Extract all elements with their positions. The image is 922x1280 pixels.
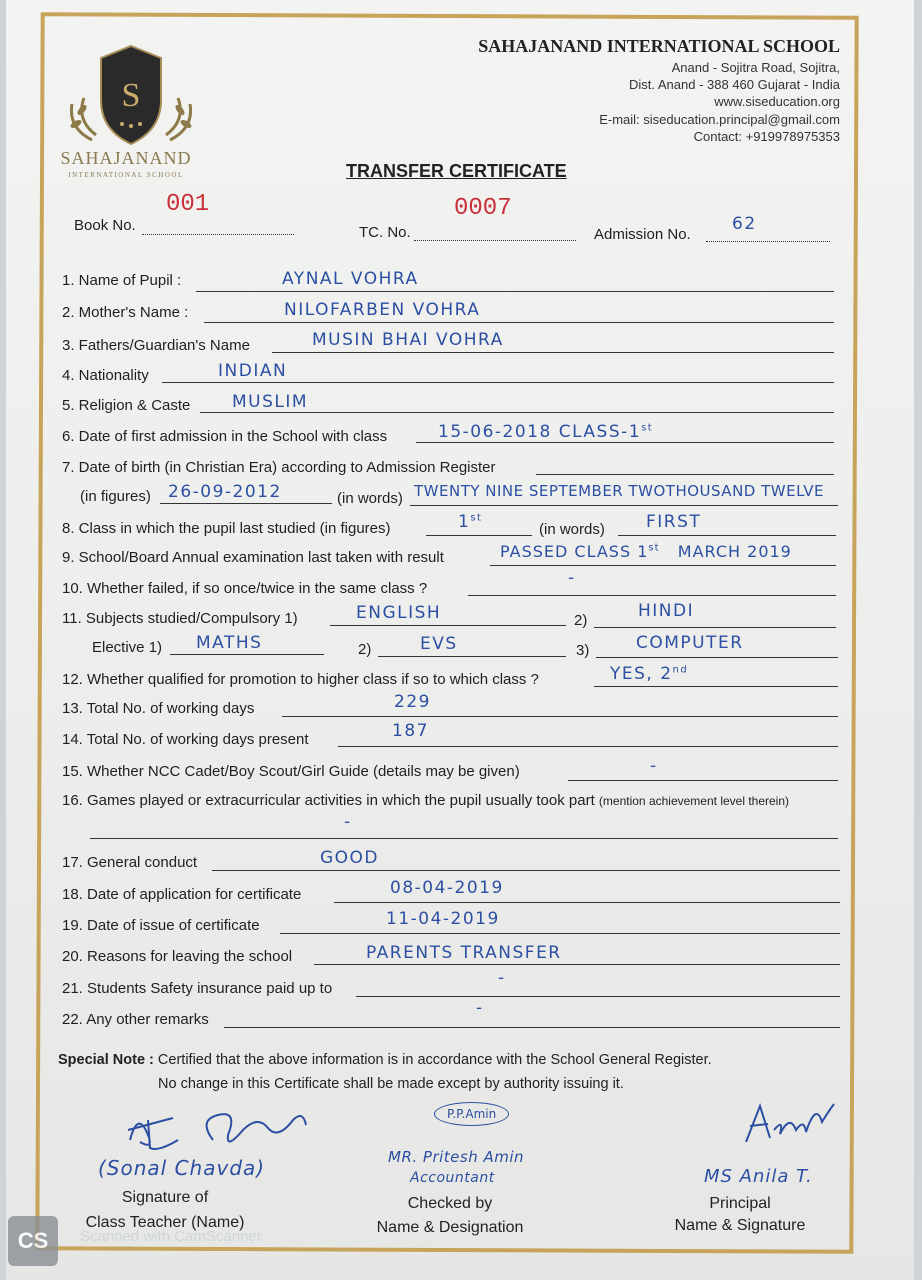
field-9-value: PASSED CLASS 1st MARCH 2019	[500, 542, 792, 561]
field-8-words-value: FIRST	[646, 512, 702, 532]
teacher-sign-label2: Class Teacher (Name)	[85, 1214, 245, 1231]
field-21-value: -	[498, 968, 506, 988]
field-5-value: MUSLIM	[232, 392, 309, 412]
field-1-rule	[196, 291, 834, 292]
accountant-stamp: P.P.Amin	[434, 1102, 509, 1126]
field-2-rule	[204, 322, 834, 323]
special-note-line1: Special Note : Certified that the above information is in accordance with the School General Register.	[58, 1052, 712, 1068]
field-11-e2-label: 2)	[358, 641, 372, 658]
admission-no-rule	[706, 241, 830, 242]
class-teacher-signature	[118, 1100, 318, 1200]
field-17-value: GOOD	[320, 848, 380, 868]
field-10-label: 10. Whether failed, if so once/twice in the same class ?	[62, 580, 428, 597]
field-7-figures-rule	[160, 503, 332, 504]
field-1-label: 1. Name of Pupil :	[62, 272, 182, 289]
admission-no-label: Admission No.	[594, 226, 691, 243]
field-14-label: 14. Total No. of working days present	[62, 731, 309, 748]
field-17-rule	[212, 870, 840, 871]
field-5-rule	[200, 412, 834, 413]
field-11-elective-3: COMPUTER	[636, 633, 744, 653]
field-9-rule	[490, 565, 836, 566]
principal-label: Principal	[709, 1195, 771, 1212]
field-13-value: 229	[394, 692, 431, 712]
accountant-designation-hw: Accountant	[410, 1170, 495, 1186]
field-4-label: 4. Nationality	[62, 367, 149, 384]
field-11-c2-rule	[594, 627, 836, 628]
field-19-label: 19. Date of issue of certificate	[62, 917, 260, 934]
field-5-label: 5. Religion & Caste	[62, 397, 191, 414]
field-6-label: 6. Date of first admission in the School with class	[62, 428, 388, 445]
field-16-rule	[90, 838, 838, 839]
tc-no-rule	[414, 240, 576, 241]
field-13-rule	[282, 716, 838, 717]
field-11-e2-rule	[378, 656, 566, 657]
school-name: SAHAJANAND INTERNATIONAL SCHOOL	[478, 36, 840, 56]
field-18-value: 08-04-2019	[390, 878, 504, 898]
field-11-c1-rule	[330, 625, 566, 626]
field-19-rule	[280, 933, 840, 934]
field-11-e3-rule	[596, 657, 838, 658]
field-15-rule	[568, 780, 838, 781]
field-20-value: PARENTS TRANSFER	[366, 943, 562, 963]
field-8-words-label: (in words)	[539, 521, 605, 538]
field-18-label: 18. Date of application for certificate	[62, 886, 302, 903]
field-8-figures-rule	[426, 535, 532, 536]
field-7-words-rule	[410, 505, 838, 506]
principal-signature	[740, 1092, 840, 1152]
school-address-line2: Dist. Anand - 388 460 Gujarat - India	[628, 77, 840, 92]
field-11-elective-label: Elective 1)	[92, 639, 163, 656]
field-11-compulsory-2: HINDI	[638, 601, 695, 621]
field-3-value: MUSIN BHAI VOHRA	[312, 330, 504, 350]
teacher-sign-label1: Signature of	[121, 1189, 209, 1206]
field-2-label: 2. Mother's Name :	[62, 304, 189, 321]
field-8-words-rule	[618, 535, 836, 536]
school-website: www.siseducation.org	[714, 94, 840, 109]
field-16-label: 16. Games played or extracurricular activities in which the pupil usually took part (mention achievement level therein)	[62, 792, 790, 809]
school-contact: Contact: +919978975353	[693, 129, 840, 144]
book-no-rule	[142, 234, 294, 235]
field-14-rule	[338, 746, 838, 747]
tc-no-value: 0007	[454, 195, 512, 222]
field-21-rule	[356, 996, 840, 997]
field-7-label: 7. Date of birth (in Christian Era) according to Admission Register	[62, 459, 496, 476]
book-no-value: 001	[166, 191, 210, 218]
field-7-words-value: TWENTY NINE SEPTEMBER TWOTHOUSAND TWELVE	[414, 482, 825, 500]
field-22-label: 22. Any other remarks	[62, 1011, 209, 1028]
field-1-value: AYNAL VOHRA	[282, 269, 419, 289]
field-4-value: INDIAN	[218, 361, 288, 381]
field-7-figures-label: (in figures)	[80, 488, 151, 505]
logo-school-subtitle: INTERNATIONAL SCHOOL	[68, 171, 184, 179]
field-7-rule	[536, 474, 834, 475]
field-20-rule	[314, 964, 840, 965]
tc-no-label: TC. No.	[359, 224, 411, 241]
field-6-rule	[416, 442, 834, 443]
field-14-value: 187	[392, 721, 429, 741]
field-11-label: 11. Subjects studied/Compulsory 1)	[62, 610, 298, 627]
field-11-e1-rule	[170, 654, 324, 655]
checked-by-label: Checked by	[407, 1195, 493, 1212]
field-16-value: -	[344, 812, 352, 832]
field-6-value: 15-06-2018 CLASS-1st	[438, 422, 654, 442]
field-11-compulsory-1: ENGLISH	[356, 603, 442, 623]
school-email: E-mail: siseducation.principal@gmail.com	[599, 112, 840, 127]
field-11-elective-1: MATHS	[196, 633, 263, 653]
certificate-title: TRANSFER CERTIFICATE	[346, 161, 567, 181]
camscanner-watermark-text: Scanned with CamScanner	[80, 1228, 262, 1245]
special-note-line2: No change in this Certificate shall be made except by authority issuing it.	[158, 1076, 624, 1092]
field-13-label: 13. Total No. of working days	[62, 700, 255, 717]
field-8-figures-value: 1st	[458, 512, 483, 532]
field-12-value: YES, 2nd	[610, 664, 689, 684]
field-10-rule	[468, 595, 836, 596]
field-11-elective-2: EVS	[420, 634, 458, 654]
checked-by-designation-label: Name & Designation	[376, 1219, 524, 1236]
field-3-label: 3. Fathers/Guardian's Name	[62, 337, 250, 354]
field-11-c2-label: 2)	[574, 612, 588, 629]
field-7-words-label: (in words)	[337, 490, 403, 507]
field-8-label: 8. Class in which the pupil last studied (in figures)	[62, 520, 391, 537]
field-2-value: NILOFARBEN VOHRA	[284, 300, 481, 320]
principal-sign-label: Name & Signature	[674, 1217, 806, 1234]
field-20-label: 20. Reasons for leaving the school	[62, 948, 293, 965]
field-12-rule	[594, 686, 838, 687]
field-15-label: 15. Whether NCC Cadet/Boy Scout/Girl Guide (details may be given)	[62, 763, 520, 780]
field-15-value: -	[650, 756, 658, 776]
field-10-value: -	[568, 568, 576, 588]
field-17-label: 17. General conduct	[62, 854, 198, 871]
field-22-rule	[224, 1027, 840, 1028]
book-no-label: Book No.	[74, 217, 136, 234]
field-21-label: 21. Students Safety insurance paid up to	[62, 980, 333, 997]
field-9-label: 9. School/Board Annual examination last taken with result	[62, 549, 444, 566]
class-teacher-name-hw: (Sonal Chavda)	[98, 1156, 266, 1180]
accountant-name-hw: MR. Pritesh Amin	[388, 1148, 525, 1166]
field-3-rule	[272, 352, 834, 353]
field-18-rule	[334, 902, 840, 903]
camscanner-logo: CS	[8, 1216, 58, 1266]
field-19-value: 11-04-2019	[386, 909, 500, 929]
principal-name-hw: MS Anila T.	[704, 1166, 813, 1187]
field-11-e3-label: 3)	[576, 642, 590, 659]
field-7-figures-value: 26-09-2012	[168, 482, 282, 502]
school-address-line1: Anand - Sojitra Road, Sojitra,	[671, 60, 840, 75]
logo-school-name: SAHAJANAND	[60, 148, 192, 168]
field-4-rule	[162, 382, 834, 383]
field-22-value: -	[476, 998, 484, 1018]
svg-text:S: S	[121, 77, 141, 114]
field-12-label: 12. Whether qualified for promotion to higher class if so to which class ?	[62, 671, 539, 688]
admission-no-value: 62	[732, 214, 757, 234]
